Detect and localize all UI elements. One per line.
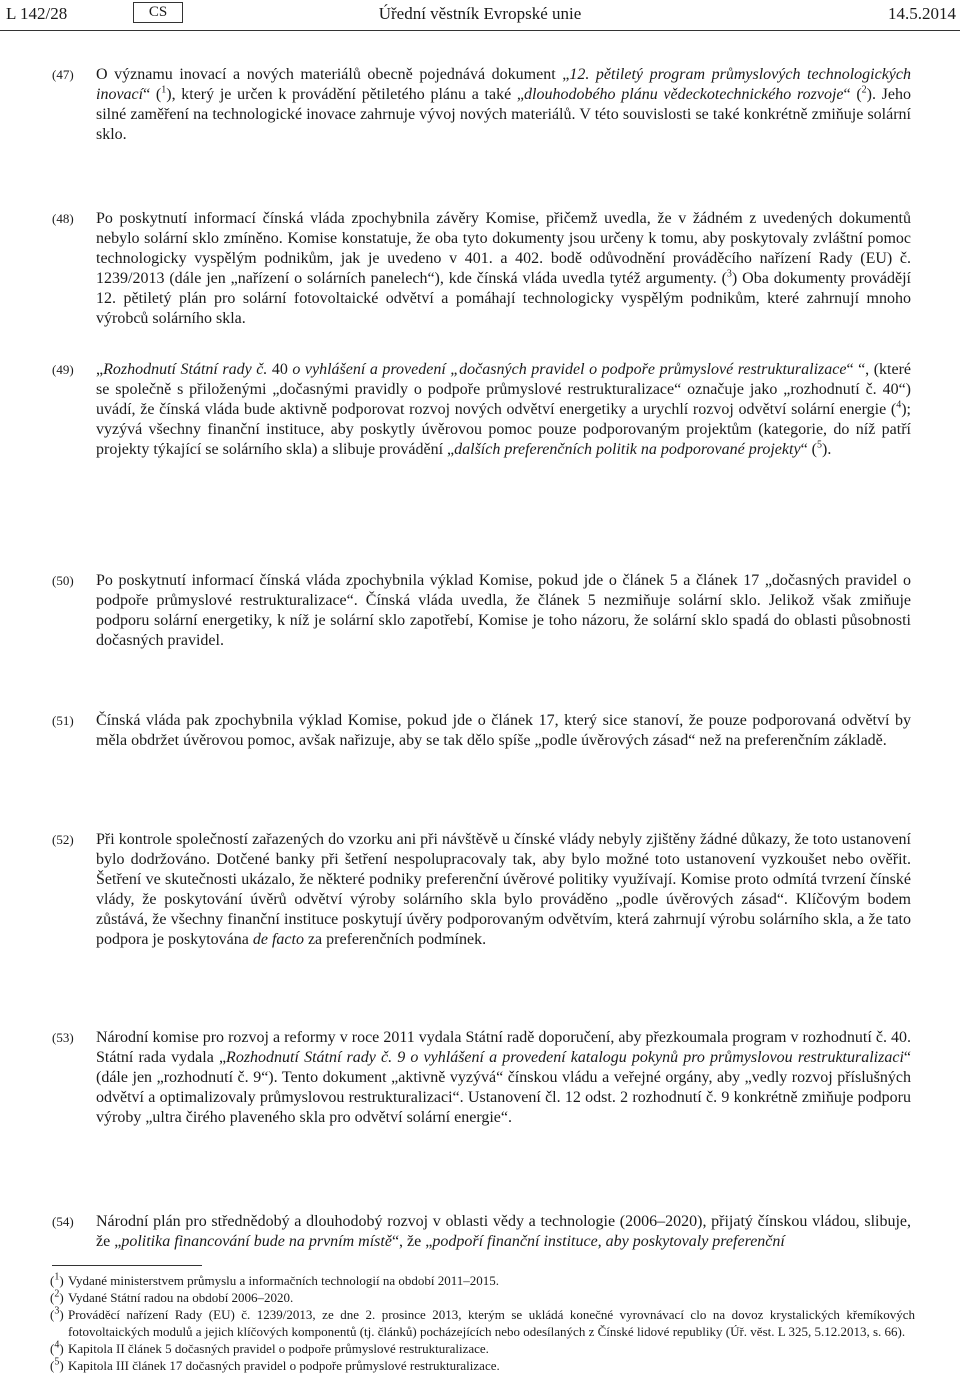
footnote: ($^2$) Vydané Státní radou na období 2006–2020. <box>50 1288 294 1305</box>
language-badge: CS <box>133 2 183 23</box>
header-rule <box>0 30 960 31</box>
paragraph-text: Národní komise pro rozvoj a reformy v roce 2011 vydala Státní radě doporučení, aby přezkoumala program v rozhodnutí č. 40. Státní rada vydala „Rozhodnutí Státní rady č. 9 o vyhlášení a provedení katalogu pokynů pro průmyslovou restrukturalizaci“ (dále jen „rozhodnutí č. 9“). Tento dokument „aktivně vyzývá“ čínskou vládu a veřejné orgány, aby „vedly rozvoj příslušných odvětví a optimalizovaly průmyslovou restrukturalizaci“. Ustanovení čl. 12 odst. 2 rozhodnutí č. 9 konkrétně zmiňuje podporu výroby „ultra čirého plaveného skla pro odvětví solární energie“. <box>96 1029 911 1126</box>
issue-date: 14.5.2014 <box>888 4 956 23</box>
paragraph-number: (51) <box>52 713 74 728</box>
paragraph-number: (53) <box>52 1030 74 1045</box>
footnote-ref: 5 <box>817 439 822 451</box>
paragraph-text: Po poskytnutí informací čínská vláda zpochybnila výklad Komise, pokud jde o článek 5 a článek 17 „dočasných pravidel o podpoře průmyslové restrukturalizace“. Čínská vláda uvedla, že článek 5 nezmiňuje solární sklo. Jelikož však zmiňuje podporu solární energetiky, k níž je solární sklo zapotřebí, Komise je toho názoru, že solární sklo spadá do oblasti působnosti dočasných pravidel. <box>96 572 911 649</box>
footnote-separator <box>52 1265 202 1266</box>
footnote-ref: 1 <box>161 84 167 96</box>
footnote: ($^4$) Kapitola II článek 5 dočasných pravidel o podpoře průmyslové restrukturalizace. <box>50 1339 489 1356</box>
paragraph-number: (47) <box>52 67 74 82</box>
paragraph-text: Po poskytnutí informací čínská vláda zpochybnila závěry Komise, přičemž uvedla, že v žádném z uvedených dokumentů nebylo solární sklo zmíněno. Komise konstatuje, že oba tyto dokumenty jsou určeny k tomu, aby poskytovaly zvláštní pomoc technologicky vyspělým podnikům, jak je uvedeno v 401. a 402. bodě odůvodnění prováděcího nařízení Rady (EU) č. 1239/2013 (dále jen „nařízení o solárních panelech“), kde čínská vláda uvedla tytéž argumenty. ($^3$) Oba dokumenty provádějí 12. pětiletý plán pro solární fotovoltaické odvětví a pomáhají technologicky vyspělým podnikům, které zahrnují mnoho výrobců solárního skla. <box>96 210 911 327</box>
footnote-ref: 4 <box>896 399 902 411</box>
paragraph-text: Při kontrole společností zařazených do vzorku ani při návštěvě u čínské vlády nebyly zjištěny žádné důkazy, že toto ustanovení bylo dodržováno. Dotčené banky při šetření nespolupracovaly tak, aby bylo možné toto ustanovení vyzkoušet nebo ověřit. Šetření ve skutečnosti ukázalo, že některé podniky preferenční úvěrové politiky využívají. Komise proto odmítá tvrzení čínské vlády, že poskytování úvěrů odvětví výroby solárního skla bylo prováděno „podle úvěrových zásad“. Klíčovým bodem zůstává, že všechny finanční instituce poskytují úvěry podporovaným odvětvím, která zahrnují výrobu solárního skla, a že tato podpora je poskytována de facto za preferenčních podmínek. <box>96 831 911 948</box>
paragraph-text: O významu inovací a nových materiálů obecně pojednává dokument „12. pětiletý program průmyslových technologických inovací“ ($^1$), který je určen k provádění pětiletého plánu a také „dlouhodobého plánu vědeckotechnického rozvoje“ ($^2$). Jeho silné zaměření na technologické inovace zahrnuje vývoj nových materiálů. V této souvislosti se také konkrétně zmiňuje solární sklo. <box>96 66 912 143</box>
paragraph-number: (48) <box>52 211 74 226</box>
page-header <box>0 0 960 30</box>
footnote: ($^3$) Prováděcí nařízení Rady (EU) č. 1239/2013, ze dne 2. prosince 2013, kterým se ukládá konečné vyrovnávací clo na dovoz krystalických křemíkových fotovoltaických modulů a jejich klíčových komponentů (tj. článků) pocházejících nebo odesílaných z Čínské lidové republiky (Úř. věst. L 325, 5.12.2013, s. 66). <box>50 1305 915 1339</box>
paragraph-text: Národní plán pro střednědobý a dlouhodobý rozvoj v oblasti vědy a technologie (2006–2020), přijatý čínskou vládou, slibuje, že „politika financování bude na prvním místě“, že „podpoří finanční instituce, aby poskytovaly preferenční <box>96 1213 911 1250</box>
page-reference: L 142/28 <box>6 4 68 23</box>
paragraph-number: (50) <box>52 573 74 588</box>
footnote-ref: 2 <box>861 84 867 96</box>
paragraph-number: (49) <box>52 362 74 377</box>
journal-title: Úřední věstník Evropské unie <box>378 4 582 23</box>
paragraph-text: Čínská vláda pak zpochybnila výklad Komise, pokud jde o článek 17, který sice stanoví, že pouze podporovaná odvětví by měla obdržet úvěrovou pomoc, avšak nařizuje, aby se tak dělo spíše „podle úvěrových zásad“ než na preferenčním základě. <box>96 712 911 749</box>
paragraph-number: (54) <box>52 1214 74 1229</box>
footnotes <box>50 1272 915 1374</box>
footnote-ref: 3 <box>726 268 732 280</box>
footnote: ($^1$) Vydané ministerstvem průmyslu a informačních technologií na období 2011–2015. <box>50 1271 499 1288</box>
paragraph-text: „Rozhodnutí Státní rady č. 40 o vyhlášení a provedení „dočasných pravidel o podpoře průmyslové restrukturalizace“ “, (které se společně s přiloženými „dočasnými pravidly o podpoře průmyslové restrukturalizace“ označuje jako „rozhodnutí č. 40“) uvádí, že čínská vláda bude aktivně podporovat rozvoj nových odvětví energetiky a urychlí rozvoj odvětví solární energie ($^4$); vyzývá všechny finanční instituce, aby poskytly úvěrovou pomoc pouze podporovaným projektům (kategorie, do níž patří projekty týkající se solárního skla) a slibuje provádění „dalších preferenčních politik na podporované projekty“ ($^5$). <box>96 361 912 458</box>
footnote: ($^5$) Kapitola III článek 17 dočasných pravidel o podpoře průmyslové restrukturalizace. <box>50 1356 500 1373</box>
paragraph-number: (52) <box>52 832 74 847</box>
